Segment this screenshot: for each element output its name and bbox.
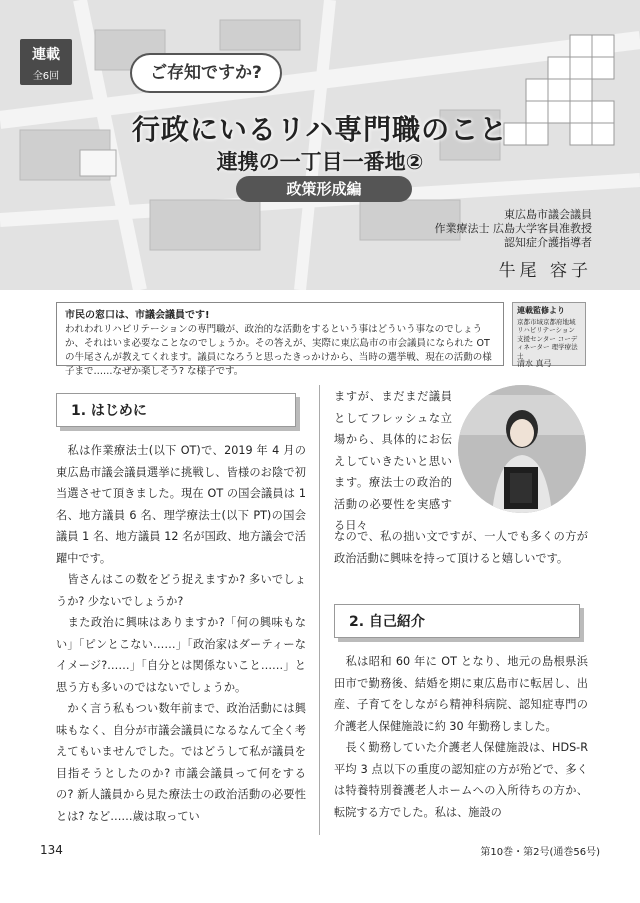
intro-box bbox=[56, 302, 504, 377]
column-divider bbox=[319, 385, 320, 835]
body-right-middle: なので、私の拙い文ですが、一人でも多くの方が政治活動に興味を持って頂けると嬉しいです。 bbox=[334, 530, 588, 565]
section-heading-1: 1. はじめに bbox=[56, 393, 296, 427]
supervisor-box bbox=[512, 302, 586, 366]
series-count: 全6回 bbox=[32, 71, 60, 82]
header-banner bbox=[0, 0, 640, 290]
supervisor-affiliation: 京都市域京都府地域リハビリテーション支援センター コーディネーター 理学療法士 bbox=[517, 317, 578, 360]
question-bubble: ご存知ですか? bbox=[130, 53, 282, 93]
portrait-image bbox=[458, 385, 586, 513]
author-photo bbox=[458, 385, 586, 513]
series-label: 連載 bbox=[32, 47, 60, 63]
intro-body: われわれリハビリテーションの専門職が、政治的な活動をするという事はどういう事なのでしょうか、それはいま必要なことなのでしょうか。その答えが、実際に東広島市の市会議員になられた OT の牛尾さんが教えてくれます。議員になろうと思ったきっかけから、当時の選挙戦、現在の活動の様子まで……なぜか楽しそう? な様子です。 bbox=[65, 324, 492, 377]
author-affiliation bbox=[435, 208, 593, 250]
section-heading-2: 2. 自己紹介 bbox=[334, 604, 580, 638]
intro-heading: 市民の窓口は、市議会議員です! bbox=[65, 310, 210, 321]
page-number: 134 bbox=[40, 843, 63, 857]
section-pill: 政策形成編 bbox=[236, 176, 412, 202]
body-right-top: ますが、まだまだ議員としてフレッシュな立場から、具体的にお伝えしていきたいと思います。療法士の政治的活動の必要性を実感する日々 bbox=[334, 390, 452, 532]
author-line-2: 作業療法士 広島大学客員准教授 bbox=[434, 222, 592, 235]
page-subtitle: 連携の一丁目一番地② bbox=[216, 150, 424, 174]
series-badge bbox=[20, 39, 72, 85]
author-name: 牛尾 容子 bbox=[498, 261, 592, 281]
author-line-1: 東広島市議会議員 bbox=[504, 208, 592, 221]
author-line-3: 認知症介護指導者 bbox=[504, 236, 592, 249]
body-left-column: 私は作業療法士(以下 OT)で、2019 年 4 月の東広島市議会議員選挙に挑戦し、皆様のお陰で初当選させて頂きました。現在 OT の国会議員は 1 名、地方議員 6 名、理学療法士(以下 PT)の国会議員 1 名、地方議員 12 名が国政、地方議会で活躍中です。 皆さんはこの数をどう捉えますか? 多いでしょうか? 少ないでしょうか? また政治に興味はありますか?「何の興味もない」「ピンとこない……」「政治家はダーティーなイメージ?……」「自分とは関係ないこと……」と思う方も多いのではないでしょうか。 かく言う私もつい数年前まで、政治活動には興味もなく、自分が市議会議員になるなんて全く考えてもいませんでした。ではどうして私が議員を目指そうとしたのか? 市議会議員って何をするの? 新人議員から見た療法士の政治活動の必要性とは? など……歳は取ってい bbox=[56, 444, 306, 823]
page-title: 行政にいるリハ専門職のこと bbox=[131, 113, 509, 146]
body-right-bottom: 私は昭和 60 年に OT となり、地元の島根県浜田市で勤務後、結婚を期に東広島市に転居し、出産、子育てをしながら精神科病院、認知症専門の介護老人保健施設に約 30 年勤務しました。 長く勤務していた介護老人保健施設は、HDS-R 平均 3 点以下の重度の認知症の方が殆どで、多くは特養特別養護老人ホームへの入所待ちの方か、転院する方でした。私は、施設の bbox=[334, 655, 588, 819]
supervisor-name: 清水 真弓 bbox=[517, 359, 552, 368]
supervisor-heading: 連載監修より bbox=[517, 306, 565, 315]
issue-info: 第10巻・第2号(通巻56号) bbox=[480, 847, 600, 858]
